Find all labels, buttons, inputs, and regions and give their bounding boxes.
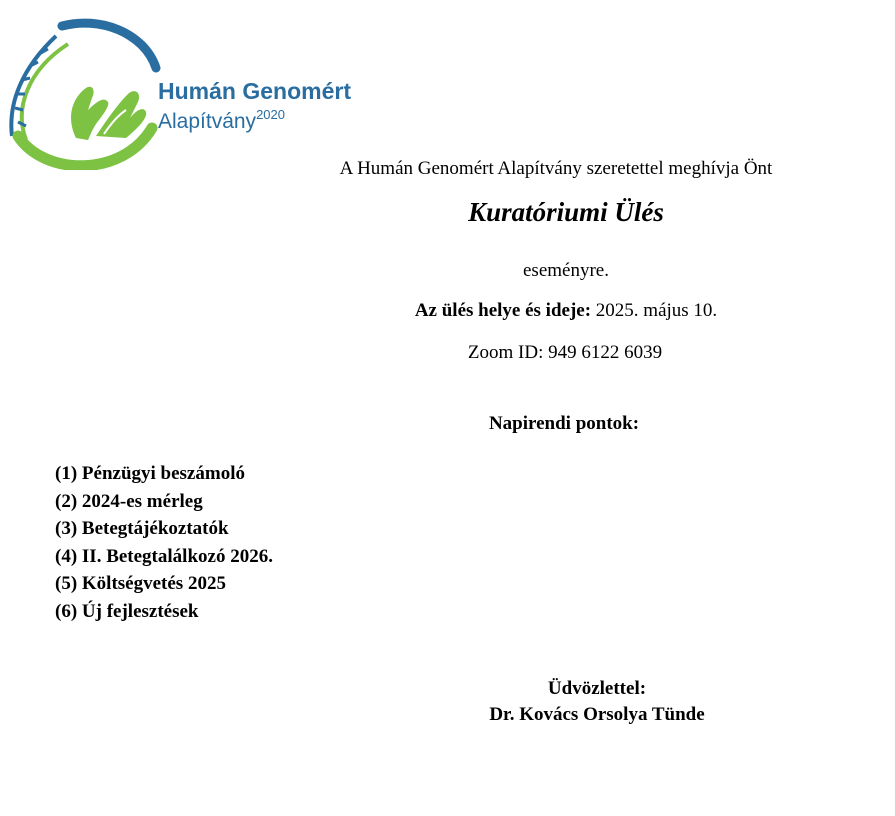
agenda-heading: Napirendi pontok: bbox=[488, 413, 640, 434]
zoom-id: Zoom ID: 949 6122 6039 bbox=[467, 342, 663, 363]
event-title: Kuratóriumi Ülés bbox=[468, 197, 664, 227]
place-label: Az ülés helye és ideje: bbox=[414, 300, 592, 321]
closing-greeting: Üdvözlettel: bbox=[547, 678, 647, 699]
agenda-item: (1) Pénzügyi beszámoló bbox=[55, 463, 245, 484]
agenda-item: (6) Új fejlesztések bbox=[55, 600, 199, 622]
place-value: 2025. május 10. bbox=[591, 300, 718, 321]
closing-block bbox=[450, 676, 744, 728]
agenda-item: (3) Betegtájékoztatók bbox=[55, 518, 229, 540]
agenda-list bbox=[55, 460, 273, 626]
signature-name: Dr. Kovács Orsolya Tünde bbox=[489, 704, 705, 725]
agenda-item: (2) 2024-es mérleg bbox=[55, 490, 203, 512]
event-suffix: eseményre. bbox=[523, 260, 609, 281]
meeting-place-time bbox=[360, 300, 772, 322]
invitation-intro: A Humán Genomért Alapítvány szeretettel meghívja Önt bbox=[339, 158, 773, 179]
agenda-item: (4) II. Betegtalálkozó 2026. bbox=[55, 545, 273, 567]
logo-subtitle bbox=[158, 107, 285, 134]
logo-sub-text: Alapítvány bbox=[158, 110, 257, 133]
logo-year: 2020 bbox=[256, 107, 285, 122]
logo-name: Humán Genomért bbox=[158, 78, 351, 104]
agenda-item: (5) Költségvetés 2025 bbox=[55, 573, 226, 595]
logo-emblem-icon bbox=[4, 18, 164, 170]
foundation-logo bbox=[4, 18, 354, 170]
